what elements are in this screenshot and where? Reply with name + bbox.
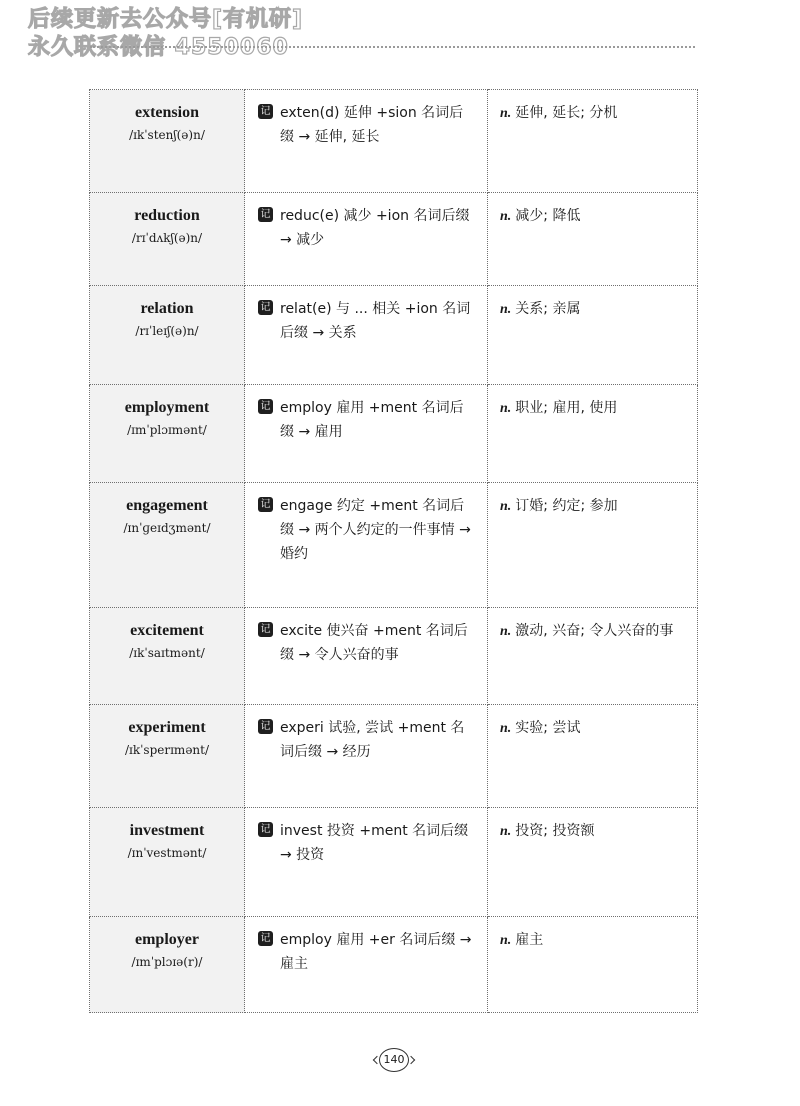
- memo-text: experi 试验, 尝试 +ment 名词后缀 → 经历: [280, 720, 465, 760]
- part-of-speech: n.: [500, 106, 512, 121]
- definition-text: 雇主: [515, 932, 544, 948]
- memo-cell: [245, 808, 488, 917]
- table-row: [90, 917, 698, 1013]
- part-of-speech: n.: [500, 721, 512, 736]
- definition-cell: [488, 193, 698, 286]
- phonetic: /ɪkˈsperɪmənt/: [124, 743, 210, 757]
- definition-cell: [488, 90, 698, 193]
- definition-cell: [488, 917, 698, 1013]
- part-of-speech: n.: [500, 933, 512, 948]
- definition-cell: [488, 385, 698, 483]
- memo-text: excite 使兴奋 +ment 名词后缀 → 令人兴奋的事: [280, 623, 468, 663]
- memo-icon: 记: [258, 104, 273, 119]
- memo-text: reduc(e) 减少 +ion 名词后缀 → 减少: [280, 208, 470, 248]
- memo-cell: [245, 608, 488, 705]
- memo-text: relat(e) 与 ... 相关 +ion 名词后缀 → 关系: [280, 301, 471, 341]
- memo-text: employ 雇用 +er 名词后缀 → 雇主: [280, 932, 472, 972]
- definition-text: 延伸, 延长; 分机: [515, 105, 618, 121]
- table-row: [90, 808, 698, 917]
- part-of-speech: n.: [500, 499, 512, 514]
- definition-text: 职业; 雇用, 使用: [515, 400, 618, 416]
- table-row: [90, 483, 698, 608]
- definition-text: 减少; 降低: [515, 208, 581, 224]
- definition-text: 投资; 投资额: [515, 823, 595, 839]
- headword: excitement: [130, 622, 204, 639]
- memo-cell: [245, 286, 488, 385]
- memo-cell: [245, 385, 488, 483]
- word-cell: [90, 483, 245, 608]
- memo-cell: [245, 705, 488, 808]
- phonetic: /rɪˈleɪʃ(ə)n/: [135, 324, 199, 338]
- memo-icon: 记: [258, 497, 273, 512]
- word-cell: [90, 193, 245, 286]
- memo-cell: [245, 483, 488, 608]
- memo-text: engage 约定 +ment 名词后缀 → 两个人约定的一件事情 → 婚约: [280, 498, 471, 562]
- phonetic: /ɪnˈɡeɪdʒmənt/: [123, 521, 211, 535]
- memo-icon: 记: [258, 399, 273, 414]
- page-number: 140: [379, 1048, 409, 1072]
- word-cell: [90, 90, 245, 193]
- table-row: [90, 608, 698, 705]
- table-row: [90, 193, 698, 286]
- headword: experiment: [128, 719, 206, 736]
- definition-text: 关系; 亲属: [515, 301, 581, 317]
- word-cell: [90, 808, 245, 917]
- memo-icon: 记: [258, 822, 273, 837]
- definition-cell: [488, 286, 698, 385]
- part-of-speech: n.: [500, 401, 512, 416]
- vocabulary-table: [89, 89, 698, 1013]
- memo-cell: [245, 90, 488, 193]
- definition-cell: [488, 483, 698, 608]
- definition-cell: [488, 705, 698, 808]
- memo-text: exten(d) 延伸 +sion 名词后缀 → 延伸, 延长: [280, 105, 464, 145]
- header-dotted-rule: [90, 46, 695, 48]
- headword: investment: [129, 822, 205, 839]
- memo-icon: 记: [258, 931, 273, 946]
- memo-icon: 记: [258, 207, 273, 222]
- table-row: [90, 385, 698, 483]
- word-cell: [90, 385, 245, 483]
- phonetic: /ɪmˈplɔɪə(r)/: [131, 955, 203, 969]
- word-cell: [90, 705, 245, 808]
- memo-icon: 记: [258, 719, 273, 734]
- part-of-speech: n.: [500, 209, 512, 224]
- memo-icon: 记: [258, 622, 273, 637]
- memo-cell: [245, 917, 488, 1013]
- headword: engagement: [126, 497, 208, 514]
- phonetic: /ɪnˈvestmənt/: [127, 846, 207, 860]
- definition-cell: [488, 808, 698, 917]
- word-cell: [90, 608, 245, 705]
- memo-text: invest 投资 +ment 名词后缀 → 投资: [280, 823, 469, 863]
- part-of-speech: n.: [500, 824, 512, 839]
- definition-text: 激动, 兴奋; 令人兴奋的事: [515, 623, 674, 639]
- watermark: [28, 6, 358, 62]
- memo-icon: 记: [258, 300, 273, 315]
- phonetic: /rɪˈdʌkʃ(ə)n/: [131, 231, 203, 245]
- memo-cell: [245, 193, 488, 286]
- definition-cell: [488, 608, 698, 705]
- headword: reduction: [134, 207, 200, 224]
- phonetic: /ɪkˈstenʃ(ə)n/: [129, 128, 205, 142]
- definition-text: 订婚; 约定; 参加: [515, 498, 618, 514]
- definition-text: 实验; 尝试: [515, 720, 581, 736]
- word-cell: [90, 917, 245, 1013]
- part-of-speech: n.: [500, 302, 512, 317]
- headword: employment: [124, 399, 210, 416]
- headword: employer: [135, 931, 199, 948]
- word-cell: [90, 286, 245, 385]
- watermark-line-1: 后续更新去公众号[有机研]: [28, 7, 304, 32]
- table-row: [90, 705, 698, 808]
- watermark-line-2: 永久联系微信 4550060: [28, 35, 289, 60]
- phonetic: /ɪkˈsaɪtmənt/: [129, 646, 205, 660]
- part-of-speech: n.: [500, 624, 512, 639]
- memo-text: employ 雇用 +ment 名词后缀 → 雇用: [280, 400, 464, 440]
- table-row: [90, 286, 698, 385]
- headword: extension: [135, 104, 199, 121]
- phonetic: /ɪmˈplɔɪmənt/: [127, 423, 207, 437]
- headword: relation: [140, 300, 194, 317]
- table-row: [90, 90, 698, 193]
